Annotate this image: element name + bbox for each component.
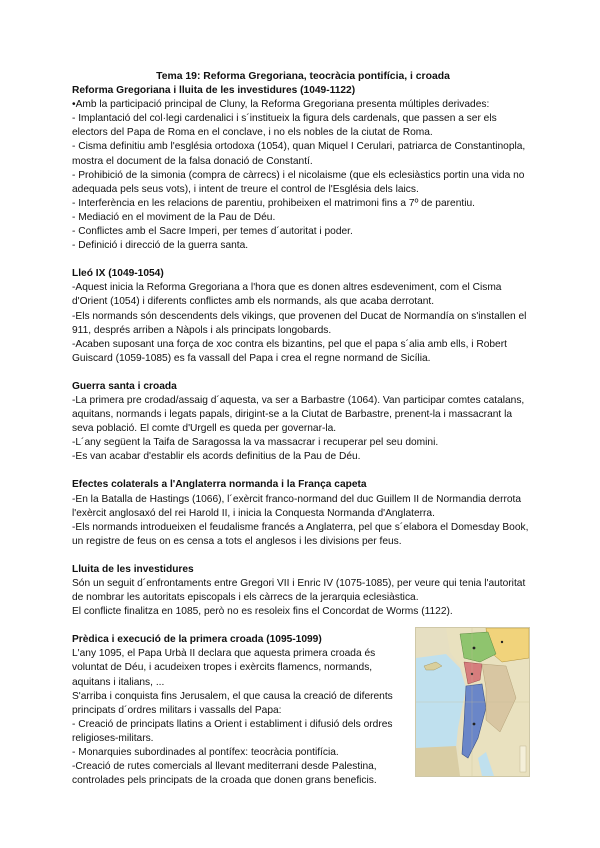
paragraph-line: - Definició i direcció de la guerra santa. <box>72 240 249 252</box>
document-title: Tema 19: Reforma Gregoriana, teocràcia pontifícia, i croada <box>156 71 450 82</box>
map-icon <box>416 628 529 776</box>
paragraph-line: - Prohibició de la simonia (compra de càrrecs) i el nicolaisme (que els eclesiàstics portin una vida no adequada pels seus vots), i intent de treure el control de l'Església dels laics. <box>72 169 525 195</box>
paragraph-line: - Cisma definitiu amb l'església ortodoxa (1054), quan Miquel I Cerulari, patriarca de Constantinopla, mostra el document de la falsa donació de Constantí. <box>72 141 526 167</box>
paragraph-line: - Creació de principats llatins a Orient i establiment i difusió dels ordres religioses-militars. <box>72 718 393 744</box>
crusader-states-map-image <box>415 627 530 777</box>
section-heading: Lluita de les investidures <box>72 563 194 575</box>
paragraph-line: - Monarquies subordinades al pontífex: teocràcia pontifícia. <box>72 747 339 759</box>
paragraph-line: Són un seguit d´enfrontaments entre Gregori VII i Enric IV (1075-1085), per veure qui tenia l'autoritat de nombrar les autoritats episcopals i els càrrecs de la jerarquia eclesiàstica. <box>72 578 526 604</box>
paragraph-line: -Es van acabar d'establir els acords definitius de la Pau de Déu. <box>72 451 361 463</box>
paragraph-line: -Els normands són descendents dels vikings, que provenen del Ducat de Normandía on s'installen el 911, després arriben a Nàpols i als principats longobards. <box>72 310 527 336</box>
paragraph-line: -Aquest inicia la Reforma Gregoriana a l'hora que es donen altres esdeveniment, com el Cisma d'Orient (1054) i diferents conflictes amb els normands, als que acaba derrotant. <box>72 282 502 308</box>
section-heading: Reforma Gregoriana i lluita de les investidures (1049-1122) <box>72 85 356 97</box>
paragraph-line: - Implantació del col·legi cardenalici i s´institueix la figura dels cardenals, que passen a ser els electors del Papa de Roma en el conclave, i no els nobles de la ciutat de Roma. <box>72 113 497 139</box>
section-lleo-ix <box>72 267 534 366</box>
paragraph-line: -Creació de rutes comercials al llevant mediterrani desde Palestina, controlades pels principats de la croada que donen grans beneficis. <box>72 761 377 787</box>
paragraph-line: L'any 1095, el Papa Urbà II declara que aquesta primera croada és voluntat de Déu, i acudeixen tropes i exèrcits flamencs, normands, aquitans i italians, ... <box>72 648 376 688</box>
paragraph-line: El conflicte finalitza en 1085, però no es resoleix fins el Concordat de Worms (1122). <box>72 606 453 618</box>
paragraph-line: - Mediació en el moviment de la Pau de Déu. <box>72 211 276 223</box>
section-guerra-santa <box>72 380 534 465</box>
section-reforma-gregoriana <box>72 84 534 253</box>
section-heading: Lleó IX (1049-1054) <box>72 268 164 280</box>
paragraph-line: -Acaben suposant una força de xoc contra els bizantins, pel que el papa s´alia amb ells, i Robert Guiscard (1059-1085) es fa vassall del Papa i crea el regne normand de Sicília. <box>72 338 507 364</box>
section-efectes-colaterals <box>72 478 534 548</box>
paragraph-line: -En la Batalla de Hastings (1066), l´exèrcit franco-normand del duc Guillem II de Normandia derrota l'exèrcit anglosaxó del rei Harold II, i inicia la Conquesta Normanda d'Anglaterra. <box>72 493 522 519</box>
paragraph-line: -Els normands introdueixen el feudalisme francés a Anglaterra, pel que s´elabora el Domesday Book, un registre de feus on es censa a tots el anglesos i les divisions per feus. <box>72 521 529 547</box>
paragraph-line: -La primera pre crodad/assaig d´aquesta, va ser a Barbastre (1064). Van participar comtes catalans, aquitans, normands i legats papals, dirigint-se a la Ciutat de Barbastre, prenent-la i massacrant la seva població. El comte d'Urgell es queda per governar-la. <box>72 394 525 435</box>
section-heading: Prèdica i execució de la primera croada (1095-1099) <box>72 634 322 646</box>
paragraph-line: •Amb la participació principal de Cluny, la Reforma Gregoriana presenta múltiples derivades: <box>72 99 490 111</box>
section-heading: Guerra santa i croada <box>72 380 177 392</box>
section-heading: Efectes colaterals a l'Anglaterra normanda i la França capeta <box>72 479 367 491</box>
paragraph-line: - Interferència en les relacions de parentiu, prohibeixen el matrimoni fins a 7º de parentiu. <box>72 197 475 209</box>
section-lluita-investidures <box>72 563 534 619</box>
paragraph-line: - Conflictes amb el Sacre Imperi, per temes d´autoritat i poder. <box>72 226 353 238</box>
paragraph-line: S'arriba i conquista fins Jerusalem, el que causa la creació de diferents principats d´ordres militars i vassalls del Papa: <box>72 690 393 716</box>
paragraph-line: -L´any següent la Taifa de Saragossa la va massacrar i recuperar pel seu domini. <box>72 437 439 449</box>
